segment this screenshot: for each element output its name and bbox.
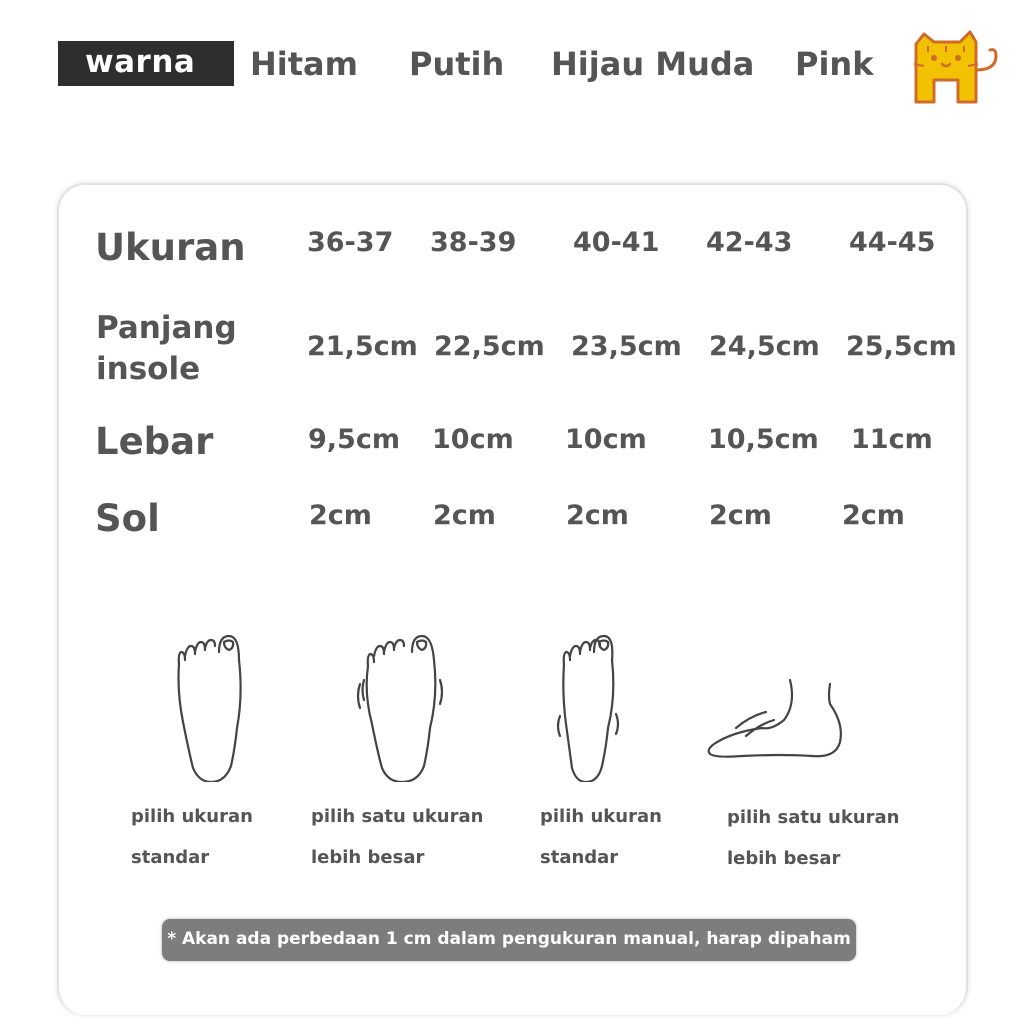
caption-line: standar (131, 847, 210, 868)
table-cell: 24,5cm (709, 331, 820, 362)
color-option-putih[interactable]: Putih (409, 45, 505, 83)
caption-line: pilih satu ukuran (311, 806, 484, 827)
caption-line: standar (540, 847, 619, 868)
wide-foot-icon (330, 632, 480, 782)
table-cell: 22,5cm (434, 331, 545, 362)
table-cell: 40-41 (573, 227, 660, 258)
row-label-ukuran: Ukuran (95, 226, 246, 269)
caption-line: pilih ukuran (131, 806, 253, 827)
table-cell: 10,5cm (708, 424, 819, 455)
row-label-sol: Sol (95, 497, 160, 540)
table-cell: 10cm (432, 424, 514, 455)
table-cell: 9,5cm (308, 424, 400, 455)
table-cell: 2cm (566, 500, 629, 531)
table-cell: 2cm (433, 500, 496, 531)
table-cell: 2cm (842, 500, 905, 531)
table-cell: 2cm (709, 500, 772, 531)
measurement-note: * Akan ada perbedaan 1 cm dalam pengukuran manual, harap dipaham (162, 919, 856, 961)
caption-line: lebih besar (311, 847, 425, 868)
color-option-pink[interactable]: Pink (795, 45, 874, 83)
row-label-lebar: Lebar (95, 420, 214, 463)
caption-line: lebih besar (727, 848, 841, 869)
color-label: warna (58, 41, 234, 86)
table-cell: 38-39 (430, 227, 517, 258)
table-cell: 23,5cm (571, 331, 682, 362)
table-cell: 2cm (309, 500, 372, 531)
table-cell: 11cm (851, 424, 933, 455)
normal-foot-icon (135, 632, 285, 782)
table-cell: 21,5cm (307, 331, 418, 362)
high-arch-foot-icon (702, 632, 852, 782)
cat-icon (910, 30, 1002, 106)
row-label-panjang: Panjang (96, 310, 237, 346)
caption-line: pilih satu ukuran (727, 807, 900, 828)
table-cell: 25,5cm (846, 331, 957, 362)
table-cell: 44-45 (849, 227, 936, 258)
table-cell: 36-37 (307, 227, 394, 258)
color-option-hitam[interactable]: Hitam (250, 45, 358, 83)
row-label-insole: insole (96, 351, 201, 387)
narrow-foot-icon (520, 632, 670, 782)
table-cell: 10cm (565, 424, 647, 455)
table-cell: 42-43 (706, 227, 793, 258)
color-option-hijau-muda[interactable]: Hijau Muda (551, 45, 755, 83)
color-options-row (58, 30, 1008, 110)
caption-line: pilih ukuran (540, 806, 662, 827)
